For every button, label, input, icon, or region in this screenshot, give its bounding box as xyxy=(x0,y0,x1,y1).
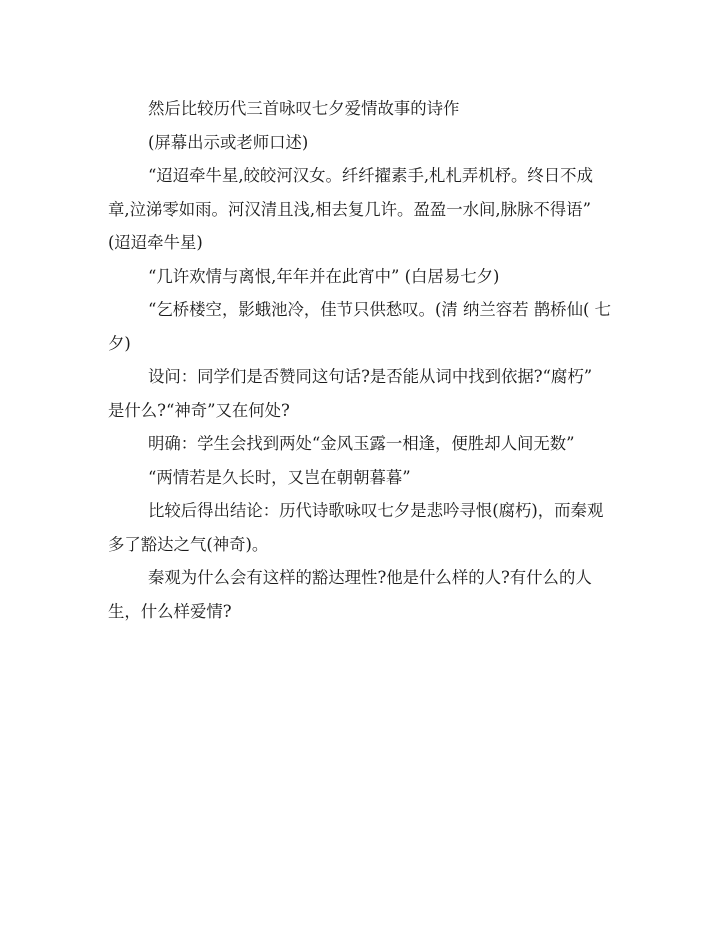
paragraph-poem-nalan: “乞桥楼空，影蛾池冷，佳节只供愁叹。(清 纳兰容若 鹊桥仙( 七夕) xyxy=(108,300,611,353)
paragraph-closing-question: 秦观为什么会有这样的豁达理性?他是什么样的人?有什么的人生，什么样爱情? xyxy=(108,568,592,621)
paragraph-intro: 然后比较历代三首咏叹七夕爱情故事的诗作 xyxy=(148,99,460,118)
paragraph-poem-baijuyi: “几许欢情与离恨,年年并在此宵中” (白居易七夕) xyxy=(148,266,500,286)
document-body xyxy=(108,92,613,628)
paragraph-poem-tiaotiao: “迢迢牵牛星,皎皎河汉女。纤纤擢素手,札札弄机杼。终日不成章,泣涕零如雨。河汉清且浅,相去复几许。盈盈一水间,脉脉不得语” (迢迢牵牛星) xyxy=(108,166,593,252)
paragraph-answer: 明确：学生会找到两处“金风玉露一相逢，便胜却人间无数” xyxy=(148,434,575,453)
paragraph-question: 设问：同学们是否赞同这句话?是否能从词中找到依据?“腐朽” 是什么?“神奇”又在何处? xyxy=(108,367,593,420)
paragraph-screen-note: (屏幕出示或老师口述) xyxy=(148,132,309,152)
paragraph-conclusion: 比较后得出结论：历代诗歌咏叹七夕是悲吟寻恨(腐朽)，而秦观多了豁达之气(神奇)。 xyxy=(108,501,604,554)
paragraph-answer-quote: “两情若是久长时，又岂在朝朝暮暮” xyxy=(148,467,411,487)
